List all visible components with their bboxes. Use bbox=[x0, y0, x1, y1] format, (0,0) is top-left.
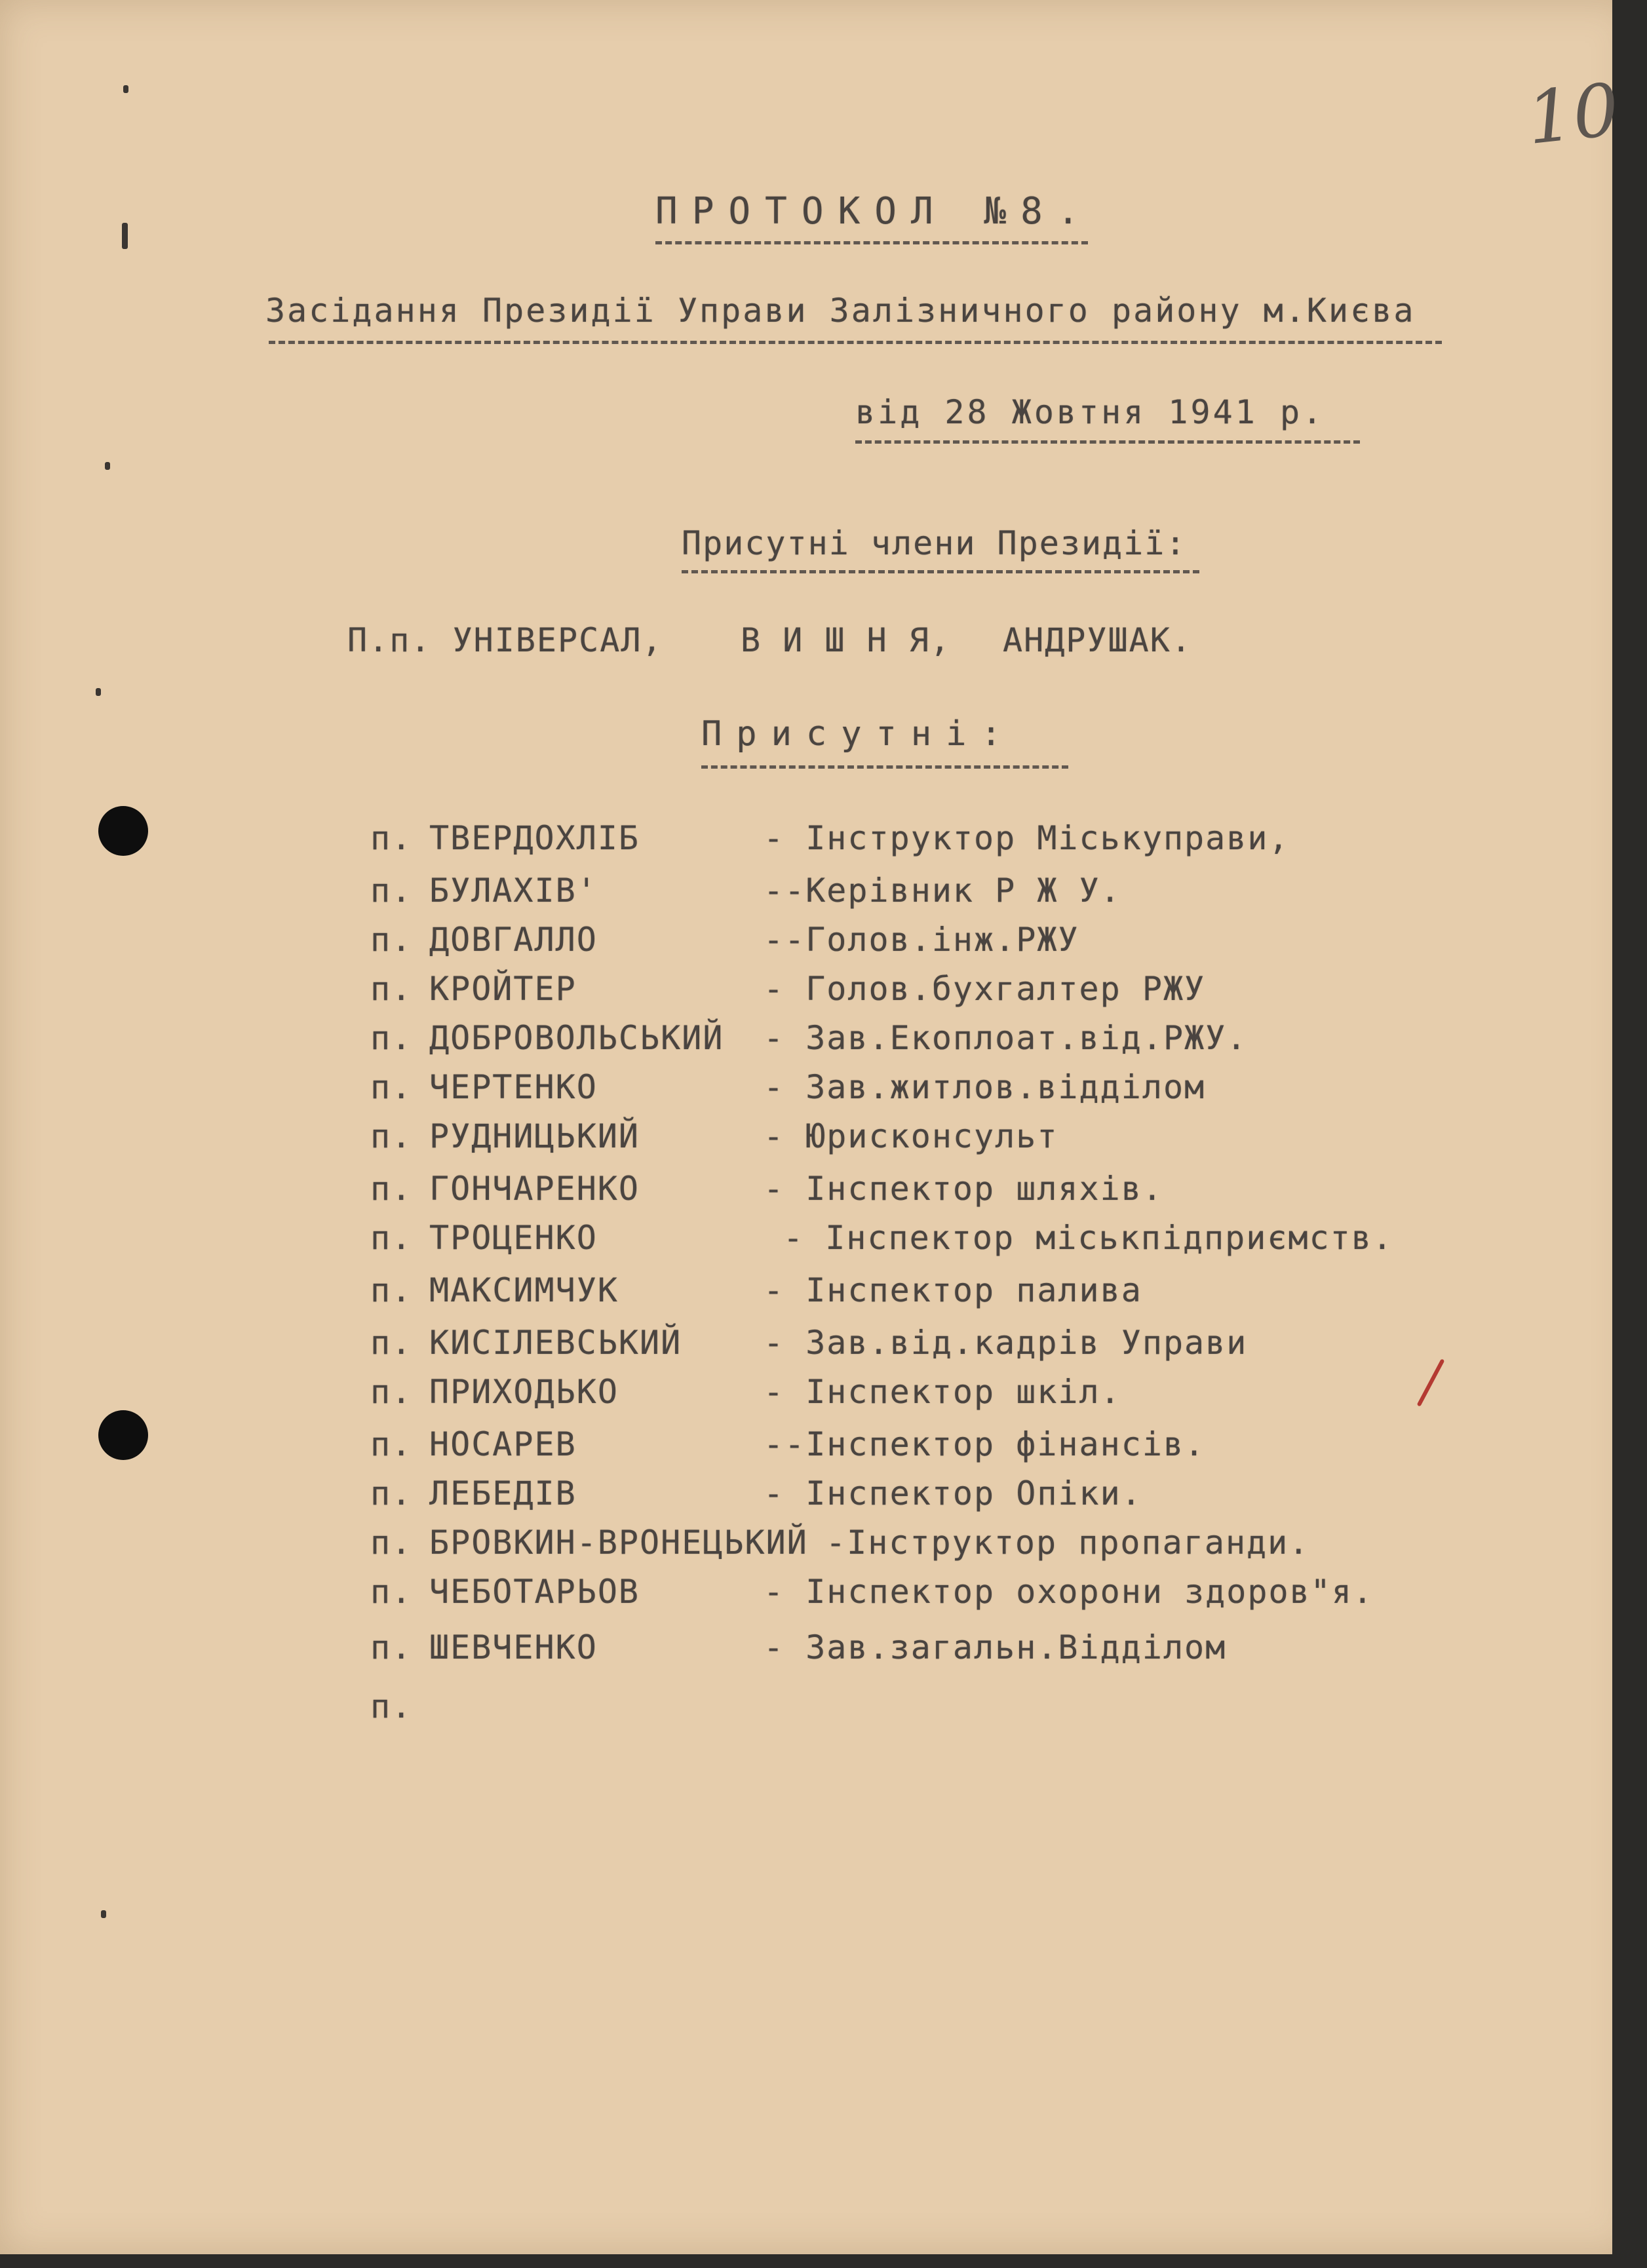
attendee-role: - Інспектор Опіки. bbox=[764, 1474, 1142, 1512]
document-subtitle: Засідання Президії Управи Залізничного району м.Києва bbox=[265, 292, 1416, 330]
attendee-name: ГОНЧАРЕНКО bbox=[429, 1170, 640, 1208]
attendee-prefix: п. bbox=[370, 1068, 413, 1106]
attendee-prefix: п. bbox=[370, 1425, 413, 1463]
attendee-name: РУДНИЦЬКИЙ bbox=[429, 1117, 640, 1155]
presidium-member: АНДРУШАК. bbox=[1003, 621, 1192, 659]
document-date: від 28 Жовтня 1941 р. bbox=[855, 393, 1325, 431]
attendee-name: ТВЕРДОХЛІБ bbox=[429, 819, 640, 857]
attendee-role: - Інструктор Міськуправи, bbox=[764, 819, 1290, 857]
scan-speck bbox=[101, 1910, 106, 1918]
punch-hole-top bbox=[98, 806, 148, 856]
attendee-prefix: п. bbox=[370, 1324, 413, 1362]
attendee-role: - Зав.Екоплоат.від.РЖУ. bbox=[764, 1019, 1248, 1057]
punch-hole-bottom bbox=[98, 1410, 148, 1460]
scan-speck bbox=[105, 462, 110, 470]
attendee-name: ТРОЦЕНКО bbox=[429, 1219, 598, 1257]
attendee-prefix: п. bbox=[370, 1474, 413, 1512]
presidium-underline bbox=[682, 570, 1199, 573]
attendee-name: МАКСИМЧУК bbox=[429, 1271, 619, 1309]
attendee-role: - Зав.загальн.Відділом bbox=[764, 1628, 1227, 1666]
attendee-prefix: п. bbox=[370, 1373, 413, 1411]
subtitle-underline bbox=[269, 341, 1442, 344]
attendee-prefix: п. bbox=[370, 1687, 413, 1725]
attendee-name: ШЕВЧЕНКО bbox=[429, 1628, 598, 1666]
attendee-role: - Інспектор міськпідприємств. bbox=[783, 1219, 1393, 1257]
attendee-name: КРОЙТЕР bbox=[429, 970, 577, 1008]
present-heading: Присутні: bbox=[701, 714, 1016, 754]
attendee-prefix: п. bbox=[370, 1573, 413, 1611]
attendee-prefix: п. bbox=[370, 1628, 413, 1666]
attendee-name: ДОБРОВОЛЬСЬКИЙ bbox=[429, 1019, 724, 1057]
document-title: ПРОТОКОЛ №8. bbox=[655, 190, 1094, 233]
attendee-prefix: п. bbox=[370, 872, 413, 910]
scan-border-bottom bbox=[0, 2254, 1647, 2268]
page-number: 10 bbox=[1522, 67, 1623, 161]
attendee-prefix: п. bbox=[370, 819, 413, 857]
attendee-name: ДОВГАЛЛО bbox=[429, 921, 598, 959]
attendee-name: БРОВКИН-ВРОНЕЦЬКИЙ bbox=[429, 1524, 808, 1562]
attendee-prefix: п. bbox=[370, 1019, 413, 1057]
attendee-prefix: п. bbox=[370, 1117, 413, 1155]
attendee-name: ЧЕРТЕНКО bbox=[429, 1068, 598, 1106]
attendee-role: - Інспектор охорони здоров"я. bbox=[764, 1573, 1374, 1611]
attendee-name: НОСАРЕВ bbox=[429, 1425, 577, 1463]
scan-border-right bbox=[1612, 0, 1647, 2268]
attendee-name: ЧЕБОТАРЬОВ bbox=[429, 1573, 640, 1611]
attendee-role: - Інспектор шляхів. bbox=[764, 1170, 1163, 1208]
attendee-prefix: п. bbox=[370, 1524, 413, 1562]
attendee-prefix: п. bbox=[370, 1219, 413, 1257]
attendee-role: - Інспектор палива bbox=[764, 1271, 1142, 1309]
title-underline bbox=[655, 241, 1088, 244]
attendee-role: - Зав.від.кадрів Управи bbox=[764, 1324, 1248, 1362]
presidium-member: В И Ш Н Я, bbox=[741, 621, 952, 659]
attendee-role: - Зав.житлов.відділом bbox=[764, 1068, 1206, 1106]
scan-speck bbox=[96, 688, 101, 696]
attendee-name: ПРИХОДЬКО bbox=[429, 1373, 619, 1411]
attendee-prefix: п. bbox=[370, 970, 413, 1008]
attendee-role: -Інструктор пропаганди. bbox=[826, 1524, 1310, 1562]
attendee-prefix: п. bbox=[370, 1271, 413, 1309]
attendee-role: - Юрисконсульт bbox=[764, 1117, 1058, 1155]
attendee-name: КИСІЛЕВСЬКИЙ bbox=[429, 1324, 682, 1362]
presidium-heading: Присутні члени Президії: bbox=[682, 524, 1187, 562]
attendee-name: ЛЕБЕДІВ bbox=[429, 1474, 577, 1512]
scan-speck bbox=[122, 223, 128, 249]
scan-speck bbox=[123, 85, 128, 93]
attendee-role: --Інспектор фінансів. bbox=[764, 1425, 1206, 1463]
attendee-prefix: п. bbox=[370, 921, 413, 959]
attendee-role: - Інспектор шкіл. bbox=[764, 1373, 1121, 1411]
attendee-role: - Голов.бухгалтер РЖУ bbox=[764, 970, 1206, 1008]
attendee-role: --Керівник Р Ж У. bbox=[764, 872, 1121, 910]
presidium-member: П.п. УНІВЕРСАЛ, bbox=[347, 621, 663, 659]
date-underline bbox=[855, 440, 1360, 444]
attendee-prefix: п. bbox=[370, 1170, 413, 1208]
attendee-name: БУЛАХІВ' bbox=[429, 872, 598, 910]
attendee-role: --Голов.інж.РЖУ bbox=[764, 921, 1079, 959]
present-underline bbox=[701, 765, 1068, 769]
